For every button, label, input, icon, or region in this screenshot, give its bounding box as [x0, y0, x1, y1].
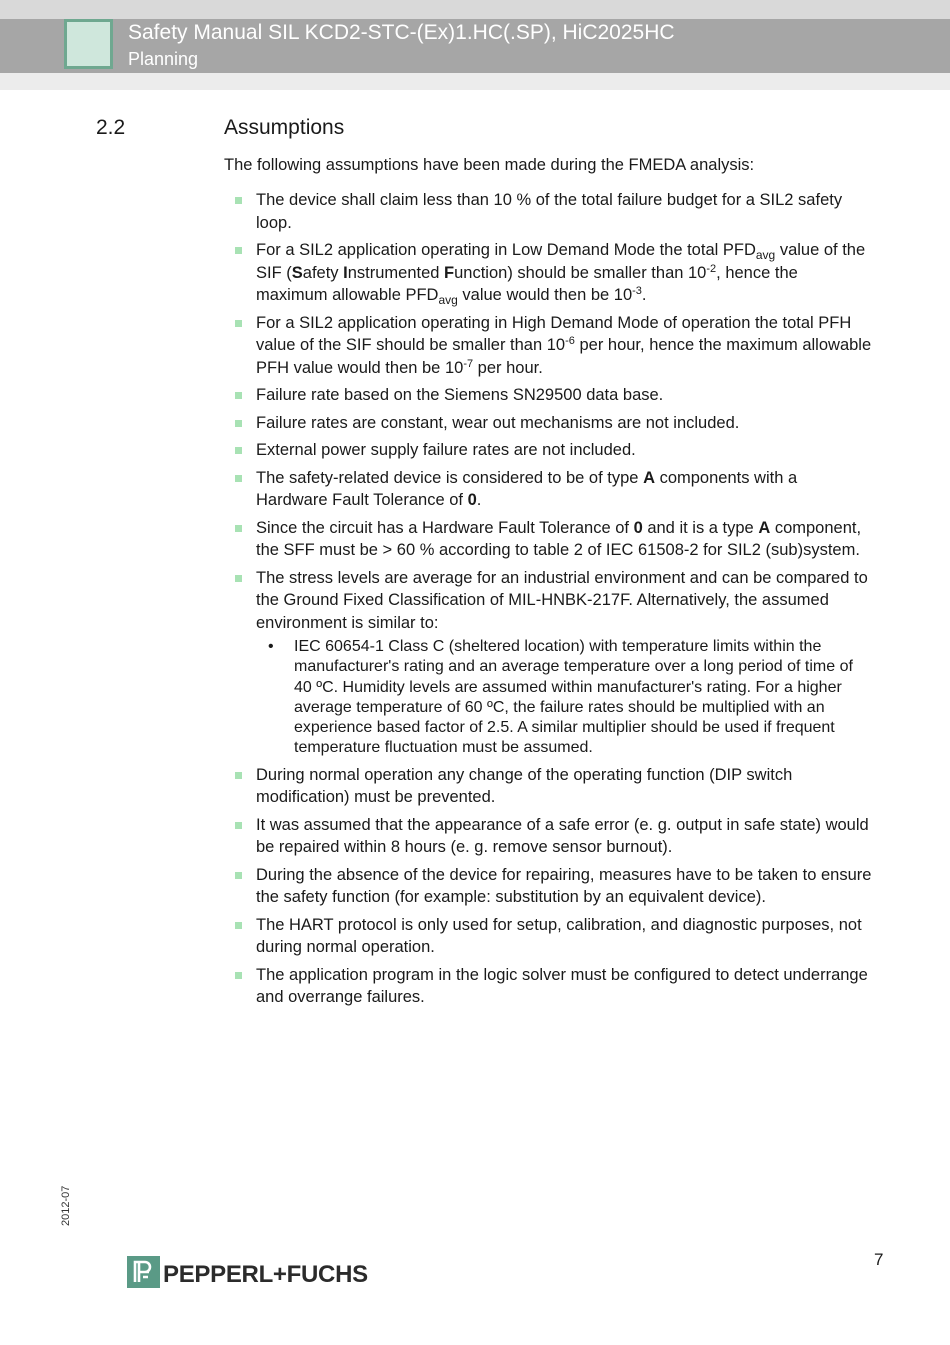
list-item	[233, 467, 873, 512]
bullet-square-icon	[235, 447, 242, 454]
header-bottom-band	[0, 73, 950, 90]
list-item	[233, 239, 873, 307]
item-text: The safety-related device is considered to be of type	[256, 468, 644, 487]
list-item	[233, 914, 873, 959]
item-text: During normal operation any change of the operating function (DIP switch modification) must be prevented.	[256, 765, 793, 807]
section-title: Assumptions	[224, 116, 345, 139]
item-text: nstrumented	[347, 263, 445, 282]
item-text: It was assumed that the appearance of a safe error (e. g. output in safe state) would be repaired within 8 hours (e. g. remove sensor burnout).	[256, 815, 869, 857]
bold-text: 0	[467, 491, 477, 509]
subscript: avg	[438, 293, 458, 307]
chapter-title: Planning	[128, 49, 199, 69]
bullet-square-icon	[235, 525, 242, 532]
bold-letter: F	[444, 263, 455, 282]
item-text: During the absence of the device for repairing, measures have to be taken to ensure the safety function (for example: substitution by an equivalent device).	[256, 865, 872, 907]
bullet-square-icon	[235, 872, 242, 879]
bullet-square-icon	[235, 197, 242, 204]
bullet-dot-icon: •	[268, 638, 274, 655]
item-text: Failure rate based on the Siemens SN29500 data base.	[256, 386, 664, 404]
item-text: value of the SIF (	[256, 241, 866, 282]
bold-letter: I	[343, 263, 348, 282]
item-text: .	[641, 286, 647, 304]
superscript: -7	[463, 357, 474, 370]
list-item	[233, 439, 873, 462]
bullet-square-icon	[235, 972, 242, 979]
bullet-square-icon	[235, 922, 242, 929]
bold-text: A	[643, 468, 655, 487]
bold-letter: S	[291, 263, 303, 282]
header-color-square	[64, 19, 113, 69]
item-text: Failure rates are constant, wear out mechanisms are not included.	[256, 413, 740, 432]
item-text: The HART protocol is only used for setup, calibration, and diagnostic purposes, not during normal operation.	[256, 915, 862, 957]
item-text: The stress levels are average for an industrial environment and can be compared to the Ground Fixed Classification of MIL-HNBK-217F. Alternatively, the assumed environment is similar to:	[256, 568, 868, 632]
bullet-square-icon	[235, 575, 242, 582]
list-item	[233, 864, 873, 909]
bold-text: A	[758, 518, 771, 537]
item-text: afety	[302, 263, 344, 282]
assumptions-list	[233, 189, 873, 1014]
item-text: .	[476, 491, 482, 509]
list-item	[233, 517, 873, 562]
bold-text: 0	[633, 518, 643, 537]
item-text: value would then be 10	[457, 286, 633, 304]
item-text: For a SIL2 application operating in Low Demand Mode the total PFD	[256, 241, 756, 259]
superscript: -2	[706, 262, 717, 275]
page-number: 7	[874, 1250, 884, 1269]
subscript: avg	[755, 248, 776, 262]
bullet-square-icon	[235, 475, 242, 482]
list-item	[233, 384, 873, 407]
list-item	[233, 189, 873, 234]
item-text: component, the SFF must be > 60 % according to table 2 of IEC 61508-2 for SIL2 (sub)system.	[256, 518, 862, 559]
item-text: per hour, hence the maximum allowable PFH value would then be 10	[256, 336, 872, 377]
item-text: The device shall claim less than 10 % of the total failure budget for a SIL2 safety loop.	[256, 191, 843, 232]
list-item	[233, 567, 873, 759]
list-item	[233, 764, 873, 809]
item-text: For a SIL2 application operating in High Demand Mode of operation the total PFH value of the SIF should be smaller than 10	[256, 313, 852, 354]
sub-list	[256, 637, 873, 759]
bullet-square-icon	[235, 772, 242, 779]
sub-item-text: IEC 60654-1 Class C (sheltered location) with temperature limits within the manufacturer's rating and an average temperature over a long period of time of 40 ºC. Humidity levels are assumed within manufacturer's rating. For a higher average temperature of 60 ºC, the failure rates should be multiplied with an experience based factor of 2.5. A similar multiplier should be used if frequent temperature fluctuation must be assumed.	[294, 638, 853, 757]
section-number: 2.2	[96, 116, 126, 139]
superscript: -3	[632, 285, 642, 297]
item-text: , hence the maximum allowable PFD	[256, 263, 798, 304]
list-item	[233, 964, 873, 1009]
bullet-square-icon	[235, 320, 242, 327]
list-item	[233, 412, 873, 435]
list-item	[233, 814, 873, 859]
header-top-band	[0, 0, 950, 19]
item-text: and it is a type	[642, 518, 759, 537]
item-text: components with a Hardware Fault Tolerance of	[256, 468, 798, 509]
item-text: The application program in the logic solver must be configured to detect underrange and overrange failures.	[256, 965, 868, 1007]
item-text: per hour.	[473, 358, 543, 377]
intro-paragraph: The following assumptions have been made during the FMEDA analysis:	[224, 156, 755, 174]
item-text: unction) should be smaller than 10	[454, 263, 707, 282]
document-date: 2012-07	[60, 1185, 72, 1226]
bullet-square-icon	[235, 247, 242, 254]
bullet-square-icon	[235, 822, 242, 829]
pepperl-fuchs-logo-icon	[127, 1256, 160, 1288]
bullet-square-icon	[235, 420, 242, 427]
superscript: -6	[565, 335, 575, 347]
document-title: Safety Manual SIL KCD2-STC-(Ex)1.HC(.SP), HiC2025HC	[128, 21, 675, 44]
bullet-square-icon	[235, 392, 242, 399]
list-item	[233, 312, 873, 380]
page-header	[0, 19, 950, 73]
item-text: Since the circuit has a Hardware Fault Tolerance of	[256, 518, 634, 537]
sub-list-item	[256, 637, 873, 759]
item-text: External power supply failure rates are not included.	[256, 441, 636, 459]
logo-wordmark: PEPPERL+FUCHS	[163, 1261, 368, 1288]
